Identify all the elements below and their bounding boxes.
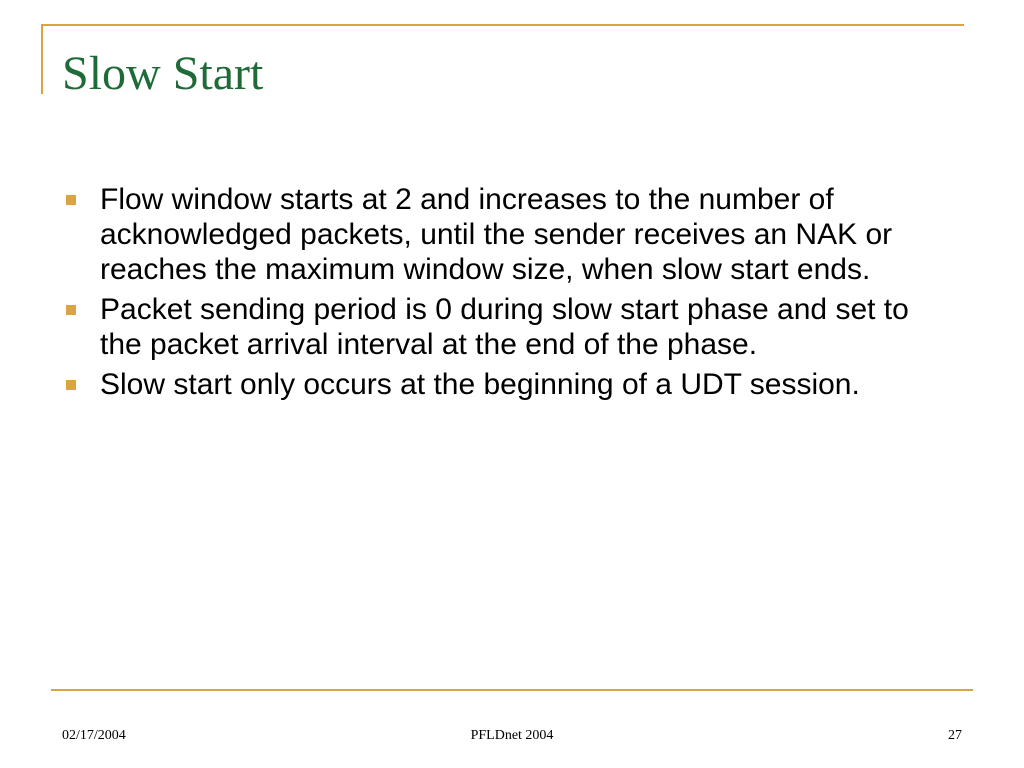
left-frame-line	[41, 24, 43, 94]
footer-divider	[51, 689, 973, 691]
square-bullet-icon	[66, 195, 76, 205]
square-bullet-icon	[66, 380, 76, 390]
bullet-text: Slow start only occurs at the beginning of a UDT session.	[100, 368, 860, 401]
footer-event: PFLDnet 2004	[470, 728, 554, 743]
page-number: 27	[948, 728, 962, 743]
square-bullet-icon	[66, 305, 76, 315]
bullet-list	[62, 182, 942, 407]
bullet-item	[62, 367, 942, 402]
bullet-text: Packet sending period is 0 during slow start phase and set to the packet arrival interval at the end of the phase.	[100, 293, 909, 361]
bullet-item	[62, 292, 942, 362]
bullet-text: Flow window starts at 2 and increases to the number of acknowledged packets, until the sender receives an NAK or reaches the maximum window size, when slow start ends.	[100, 183, 893, 286]
slide-title: Slow Start	[62, 47, 264, 100]
bullet-item	[62, 182, 942, 287]
top-frame-line	[41, 24, 964, 26]
footer-date: 02/17/2004	[62, 728, 126, 743]
